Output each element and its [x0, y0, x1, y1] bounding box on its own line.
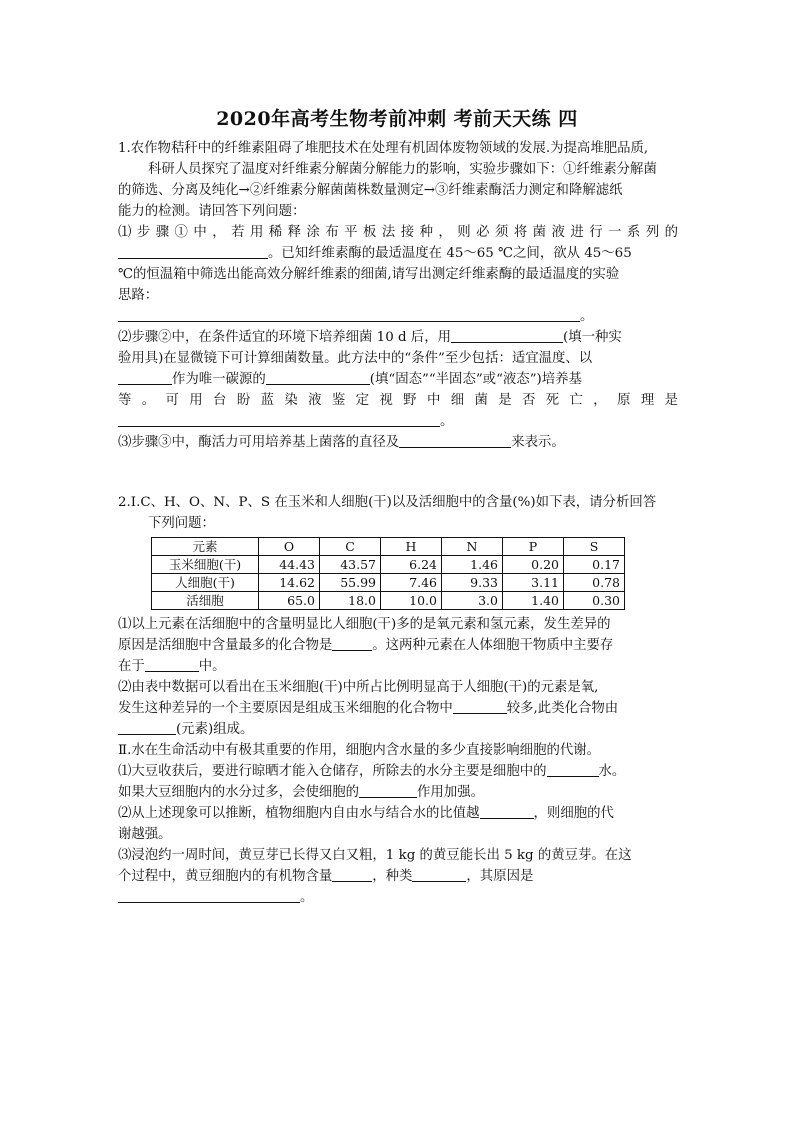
- table-header-cell: S: [564, 538, 625, 556]
- table-cell: 0.78: [564, 574, 625, 592]
- answer-blank-dry-matter[interactable]: [145, 656, 199, 672]
- table-cell: 65.0: [259, 592, 320, 610]
- table-row-label: 玉米细胞(干): [152, 556, 259, 574]
- q1-part1-line-5: 。: [118, 306, 678, 327]
- q2-section-ii: Ⅱ.水在生命活动中有极其重要的作用，细胞内含水量的多少直接影响细胞的代谢。: [118, 743, 601, 758]
- q2-intro-line-1: 2.Ⅰ.C、H、O、N、P、S 在玉米和人细胞(干)以及活细胞中的含量(%)如下表，请分析回答: [118, 495, 657, 510]
- q2-part1-line-3: 在于 中。: [118, 656, 678, 677]
- q2-part2-line-2: 发生这种差异的一个主要原因是组成玉米细胞的化合物中 较多,此类化合物由: [118, 698, 678, 719]
- q2-ii-part3-line-2: 个过程中，黄豆细胞内的有机物含量 ，种类 ，其原因是: [118, 866, 678, 887]
- table-cell: 3.0: [442, 592, 503, 610]
- q2-number: 2.: [118, 495, 131, 510]
- table-cell: 0.20: [503, 556, 564, 574]
- table-header-cell: H: [381, 538, 442, 556]
- answer-blank-carbon-source[interactable]: [118, 369, 172, 385]
- answer-blank-experiment-idea[interactable]: [118, 306, 580, 322]
- table-cell: 0.30: [564, 592, 625, 610]
- answer-blank-enzyme-activity[interactable]: [399, 432, 511, 448]
- table-header-cell: C: [320, 538, 381, 556]
- answer-blank-cell-process[interactable]: [359, 782, 417, 798]
- q1-part2-line-1: ⑵步骤②中，在条件适宜的环境下培养细菌 10 d 后，用 (填一种实: [118, 327, 678, 348]
- table-header-cell: P: [503, 538, 564, 556]
- q1-part1-line-3: ℃的恒温箱中筛选出能高效分解纤维素的细菌,请写出测定纤维素酶的最适温度的实验: [118, 267, 620, 282]
- answer-blank-dilution[interactable]: [118, 243, 268, 259]
- q2-ii-part3-line-1: ⑶浸泡约一周时间，黄豆芽已长得又白又粗，1 kg 的黄豆能长出 5 kg 的黄豆芽。在这: [118, 848, 632, 863]
- q2-part2-line-1: ⑵由表中数据可以看出在玉米细胞(干)中所占比例明显高于人细胞(干)的元素是氧,: [118, 680, 599, 695]
- table-cell: 14.62: [259, 574, 320, 592]
- q1-part2-line-3: 作为唯一碳源的 (填“固态”“半固态”或“液态”)培养基: [118, 369, 678, 390]
- table-row-label: 人细胞(干): [152, 574, 259, 592]
- answer-blank-water-ratio[interactable]: [480, 803, 534, 819]
- answer-blank-medium-state[interactable]: [266, 369, 370, 385]
- table-cell: 3.11: [503, 574, 564, 592]
- answer-blank-staining-principle[interactable]: [118, 411, 440, 427]
- table-cell: 1.46: [442, 556, 503, 574]
- answer-blank-elements[interactable]: [118, 719, 176, 735]
- q1-part3-line-1: ⑶步骤③中，酶活力可用培养基上菌落的直径及 来表示。: [118, 432, 678, 453]
- answer-blank-water-type[interactable]: [547, 761, 599, 777]
- q2-ii-part3-line-3: 。: [118, 887, 678, 908]
- q2-ii-part1-line-1: ⑴大豆收获后，要进行晾晒才能入仓储存，所除去的水分主要是细胞中的 水。: [118, 761, 678, 782]
- table-row: [152, 592, 625, 610]
- table-header-row: [152, 538, 625, 556]
- answer-blank-organic-content[interactable]: [332, 866, 372, 882]
- q1-part2-line-2: 验用具)在显微镜下可计算细菌数量。此方法中的“条件”至少包括：适宜温度、以: [118, 351, 593, 366]
- table-header-cell: N: [442, 538, 503, 556]
- q2-part1-line-1: ⑴以上元素在活细胞中的含量明显比人细胞(干)多的是氧元素和氢元素，发生差异的: [118, 617, 611, 632]
- q1-part2-line-5: 。: [118, 411, 678, 432]
- q1-part1-line-1: ⑴步骤①中，若用稀释涂布平板法接种，则必须将菌液进行一系列的: [118, 225, 678, 240]
- table-row: [152, 556, 625, 574]
- table-cell: 9.33: [442, 574, 503, 592]
- q2-ii-part2-line-1: ⑵从上述现象可以推断，植物细胞内自由水与结合水的比值越 ，则细胞的代: [118, 803, 678, 824]
- q1-intro-line-2: 科研人员探究了温度对纤维素分解菌分解能力的影响，实验步骤如下：①纤维素分解菌: [148, 162, 657, 177]
- q1-number: 1.: [118, 141, 131, 156]
- table-cell: 0.17: [564, 556, 625, 574]
- table-cell: 6.24: [381, 556, 442, 574]
- q2-ii-part1-line-2: 如果大豆细胞内的水分过多，会使细胞的 作用加强。: [118, 782, 678, 803]
- q1-part1-line-4: 思路：: [118, 288, 159, 303]
- question-2: [118, 492, 678, 908]
- answer-blank-counting-tool[interactable]: [451, 327, 563, 343]
- table-header-cell: 元素: [152, 538, 259, 556]
- answer-blank-compound-type[interactable]: [453, 698, 507, 714]
- q2-part2-line-3: (元素)组成。: [118, 719, 678, 740]
- q1-intro-line-1: 1.农作物秸秆中的纤维素阻碍了堆肥技术在处理有机固体废物领域的发展.为提高堆肥品质,: [118, 141, 649, 156]
- table-cell: 10.0: [381, 592, 442, 610]
- table-cell: 44.43: [259, 556, 320, 574]
- q1-intro-line-4: 能力的检测。请回答下列问题：: [118, 204, 306, 219]
- q1-part1-line-2: 。已知纤维素酶的最适温度在 45～65 ℃之间，欲从 45～65: [118, 243, 678, 264]
- answer-blank-main-compound[interactable]: [332, 635, 372, 651]
- q2-intro-line-2: 下列问题：: [148, 516, 215, 531]
- table-cell: 1.40: [503, 592, 564, 610]
- element-content-table: [151, 537, 625, 610]
- question-1: [118, 138, 678, 453]
- table-cell: 55.99: [320, 574, 381, 592]
- table-header-cell: O: [259, 538, 320, 556]
- q2-part1-line-2: 原因是活细胞中含量最多的化合物是 。这两种元素在人体细胞干物质中主要存: [118, 635, 678, 656]
- table-row-label: 活细胞: [152, 592, 259, 610]
- page-title: 2020年高考生物考前冲刺 考前天天练 四: [216, 108, 578, 130]
- table-cell: 7.46: [381, 574, 442, 592]
- q1-part2-line-4: 等。可用台盼蓝染液鉴定视野中细菌是否死亡，原理是: [118, 393, 678, 408]
- q2-ii-part2-line-2: 谢越强。: [118, 827, 172, 842]
- answer-blank-organic-types[interactable]: [412, 866, 466, 882]
- answer-blank-reason[interactable]: [118, 887, 300, 903]
- q1-intro-line-3: 的筛选、分离及纯化→②纤维素分解菌菌株数量测定→③纤维素酶活力测定和降解滤纸: [118, 183, 623, 198]
- table-row: [152, 574, 625, 592]
- table-cell: 18.0: [320, 592, 381, 610]
- table-cell: 43.57: [320, 556, 381, 574]
